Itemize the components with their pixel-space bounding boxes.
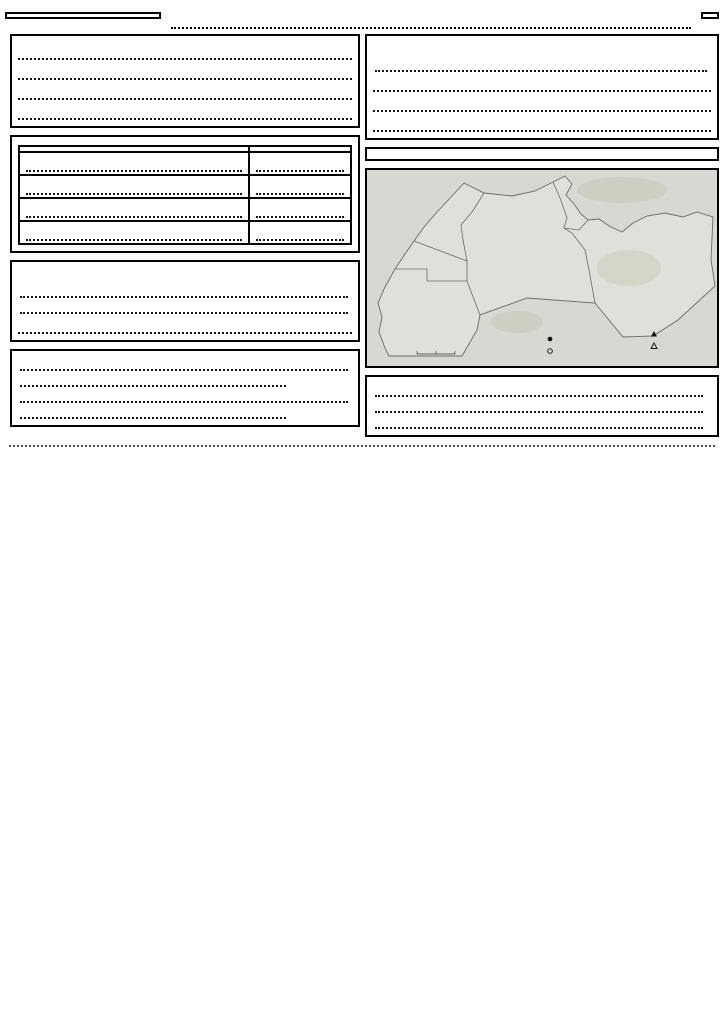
question-4-box xyxy=(10,260,360,342)
worksheet xyxy=(0,0,724,437)
answer-line[interactable] xyxy=(373,78,711,92)
answer-line[interactable] xyxy=(18,66,352,80)
answer-line[interactable] xyxy=(375,383,703,397)
resources-table xyxy=(18,145,352,245)
answer-line[interactable] xyxy=(18,106,352,120)
scan-smudge xyxy=(577,177,667,203)
question-4-title xyxy=(18,266,352,282)
answer-line[interactable] xyxy=(20,405,286,419)
answer-line[interactable] xyxy=(20,389,348,403)
question-2-box xyxy=(365,147,719,161)
teacher-name-box xyxy=(701,12,719,19)
maghreb-resources-map xyxy=(367,170,717,366)
answer-line[interactable] xyxy=(18,320,352,334)
answer-cell[interactable] xyxy=(26,183,242,195)
table-row xyxy=(19,221,351,244)
question-b-factors-box xyxy=(10,34,360,128)
answer-line[interactable] xyxy=(20,300,348,314)
scan-smudge xyxy=(491,311,543,333)
answer-line[interactable] xyxy=(18,46,352,60)
answer-cell[interactable] xyxy=(256,206,344,218)
answer-cell[interactable] xyxy=(256,160,344,172)
header-row xyxy=(5,12,719,29)
grade-label xyxy=(5,12,161,19)
answer-line[interactable] xyxy=(375,415,703,429)
cut-line xyxy=(9,445,715,447)
question-1-box xyxy=(365,34,719,140)
right-column xyxy=(365,34,719,437)
answer-line[interactable] xyxy=(20,284,348,298)
answer-line[interactable] xyxy=(20,357,348,371)
answer-line[interactable] xyxy=(375,399,703,413)
question-b-advice-box xyxy=(10,349,360,427)
answer-line[interactable] xyxy=(373,118,711,132)
answer-line[interactable] xyxy=(373,98,711,112)
left-column xyxy=(10,34,360,427)
question-3-apply-box xyxy=(365,375,719,437)
answer-line[interactable] xyxy=(20,373,286,387)
table-row xyxy=(19,175,351,198)
answer-cell[interactable] xyxy=(256,229,344,241)
map xyxy=(365,168,719,368)
table-row xyxy=(19,198,351,221)
student-name-line[interactable] xyxy=(171,12,691,29)
answer-cell[interactable] xyxy=(256,183,344,195)
answer-cell[interactable] xyxy=(26,206,242,218)
table-row xyxy=(19,152,351,175)
scan-smudge xyxy=(597,250,661,286)
answer-cell[interactable] xyxy=(26,229,242,241)
question-3-order-box xyxy=(10,135,360,253)
answer-cell[interactable] xyxy=(26,160,242,172)
content-columns xyxy=(5,34,719,437)
question-1-title xyxy=(373,40,711,56)
answer-line[interactable] xyxy=(18,86,352,100)
answer-line[interactable] xyxy=(375,58,707,72)
phosphate-mine-icon xyxy=(548,337,553,342)
